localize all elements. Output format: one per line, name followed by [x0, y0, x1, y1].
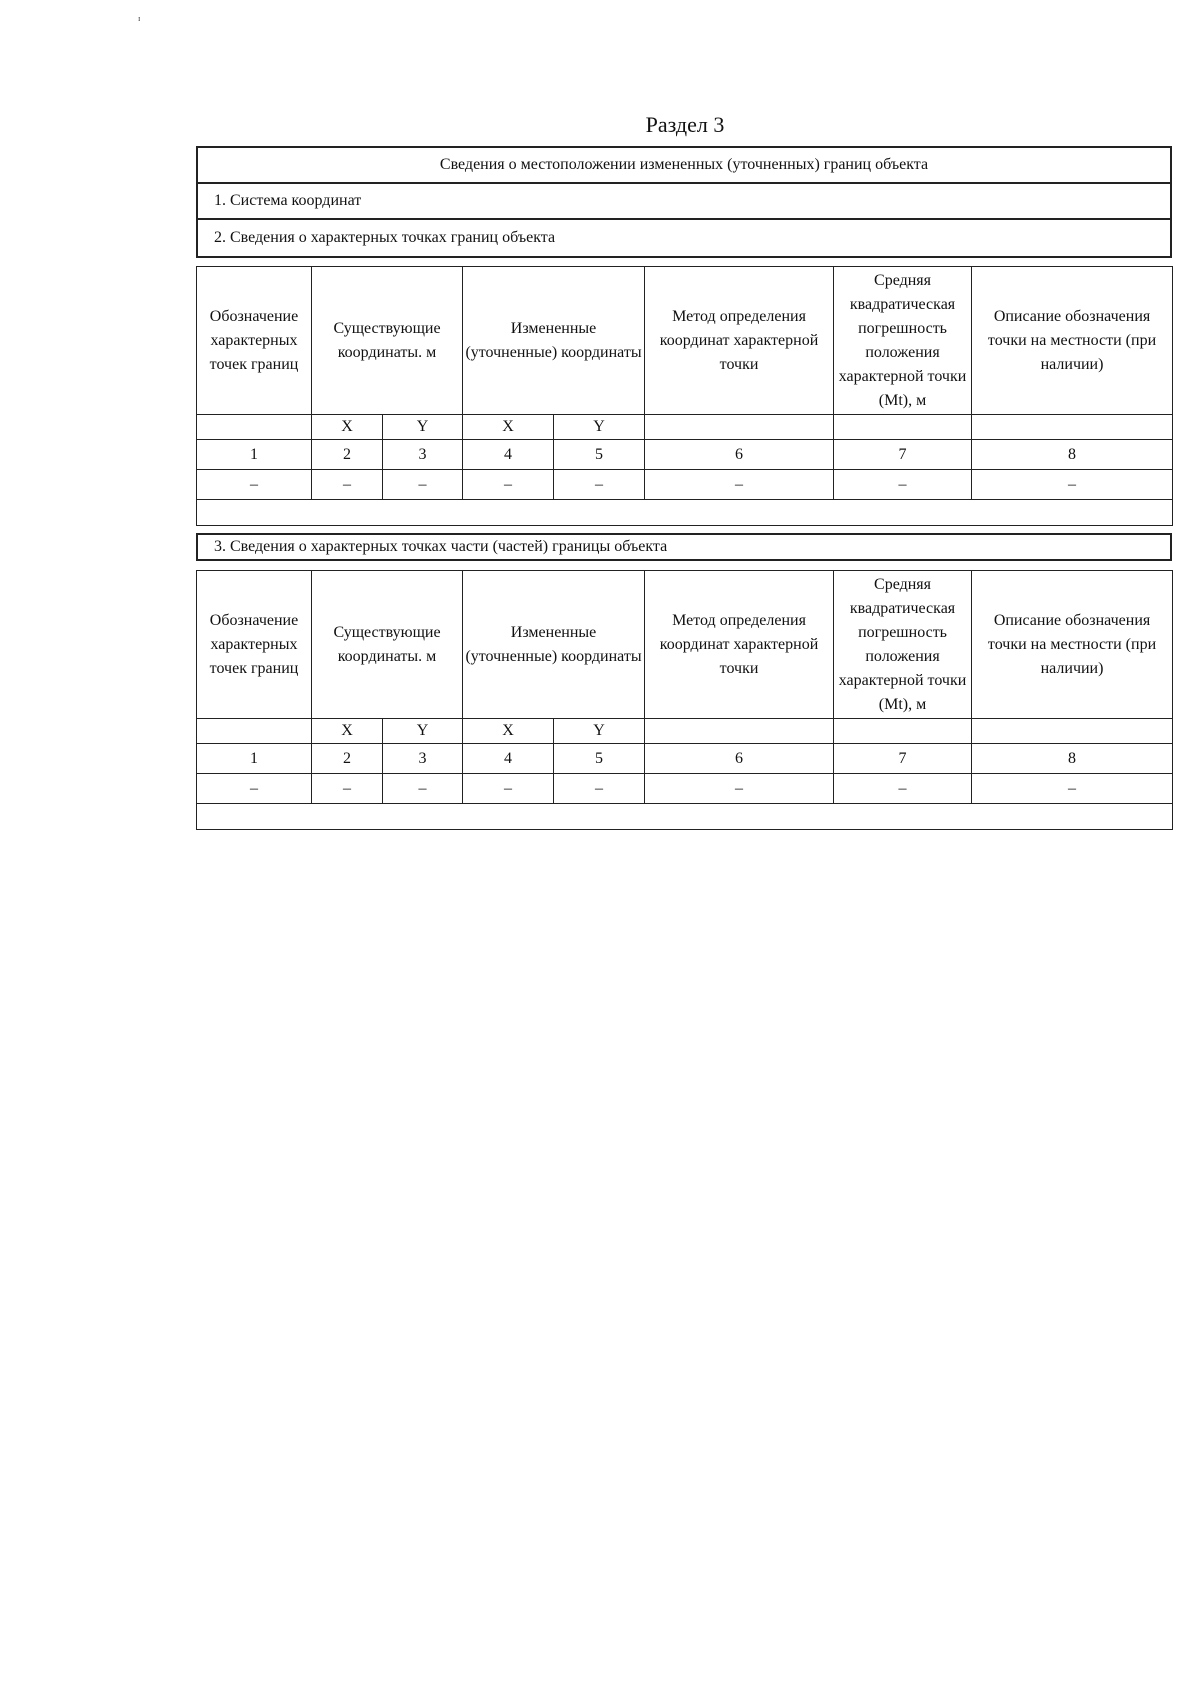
col-number: 2	[312, 744, 383, 774]
data-row	[197, 774, 1173, 804]
cell-dash: –	[554, 774, 645, 804]
sub-x-existing: X	[312, 415, 383, 440]
col-number: 8	[972, 744, 1173, 774]
col-number: 4	[463, 440, 554, 470]
cell-dash: –	[312, 470, 383, 500]
sub-x-existing: X	[312, 719, 383, 744]
sub-y-changed: Y	[554, 719, 645, 744]
header-method: Метод определения координат характерной точки	[645, 571, 834, 719]
cell-dash: –	[312, 774, 383, 804]
points-table-2	[196, 570, 1173, 830]
header-error: Средняя квадратическая погрешность положения характерной точки (Mt), м	[834, 267, 972, 415]
col-number: 2	[312, 440, 383, 470]
col-number: 7	[834, 744, 972, 774]
page-title: Раздел 3	[645, 112, 725, 137]
header-description: Описание обозначения точки на местности (при наличии)	[972, 267, 1173, 415]
cell-dash: –	[645, 774, 834, 804]
subheader-row	[197, 415, 1173, 440]
sub-x-changed: X	[463, 719, 554, 744]
data-row	[197, 470, 1173, 500]
col-number: 6	[645, 744, 834, 774]
section-1-heading: Сведения о местоположении измененных (уточненных) границ объекта	[198, 148, 1170, 184]
col-number: 3	[383, 440, 463, 470]
col-number: 8	[972, 440, 1173, 470]
cell-dash: –	[645, 470, 834, 500]
header-row	[197, 267, 1173, 415]
col-number: 1	[197, 440, 312, 470]
number-row	[197, 440, 1173, 470]
sub-y-existing: Y	[383, 719, 463, 744]
header-description: Описание обозначения точки на местности (при наличии)	[972, 571, 1173, 719]
cell-dash: –	[834, 774, 972, 804]
header-existing: Существующие координаты. м	[312, 267, 463, 415]
section-1-frame	[196, 146, 1172, 258]
subheader-row	[197, 719, 1173, 744]
section-2-frame	[196, 533, 1172, 561]
cell-dash: –	[834, 470, 972, 500]
points-heading-row: 2. Сведения о характерных точках границ объекта	[214, 229, 556, 246]
sub-y-changed: Y	[554, 415, 645, 440]
header-designation: Обозначение характерных точек границ	[197, 571, 312, 719]
header-changed: Измененные (уточненные) координаты	[463, 267, 645, 415]
cell-dash: –	[463, 470, 554, 500]
header-error: Средняя квадратическая погрешность положения характерной точки (Mt), м	[834, 571, 972, 719]
section-2-heading: 3. Сведения о характерных точках части (частей) границы объекта	[214, 538, 668, 555]
sub-x-changed: X	[463, 415, 554, 440]
cell-dash: –	[554, 470, 645, 500]
cell-dash: –	[197, 470, 312, 500]
blank-row	[197, 804, 1173, 830]
col-number: 7	[834, 440, 972, 470]
corner-mark: ᶦ	[138, 14, 141, 29]
col-number: 6	[645, 440, 834, 470]
header-method: Метод определения координат характерной точки	[645, 267, 834, 415]
col-number: 4	[463, 744, 554, 774]
blank-row	[197, 500, 1173, 526]
points-table-1	[196, 266, 1173, 526]
number-row	[197, 744, 1173, 774]
sub-y-existing: Y	[383, 415, 463, 440]
cell-dash: –	[972, 470, 1173, 500]
cell-dash: –	[197, 774, 312, 804]
col-number: 5	[554, 744, 645, 774]
coord-system-row: 1. Система координат	[198, 184, 1170, 220]
header-row	[197, 571, 1173, 719]
cell-dash: –	[972, 774, 1173, 804]
cell-dash: –	[383, 470, 463, 500]
cell-dash: –	[383, 774, 463, 804]
cell-dash: –	[463, 774, 554, 804]
col-number: 1	[197, 744, 312, 774]
header-changed: Измененные (уточненные) координаты	[463, 571, 645, 719]
col-number: 3	[383, 744, 463, 774]
col-number: 5	[554, 440, 645, 470]
header-existing: Существующие координаты. м	[312, 571, 463, 719]
header-designation: Обозначение характерных точек границ	[197, 267, 312, 415]
